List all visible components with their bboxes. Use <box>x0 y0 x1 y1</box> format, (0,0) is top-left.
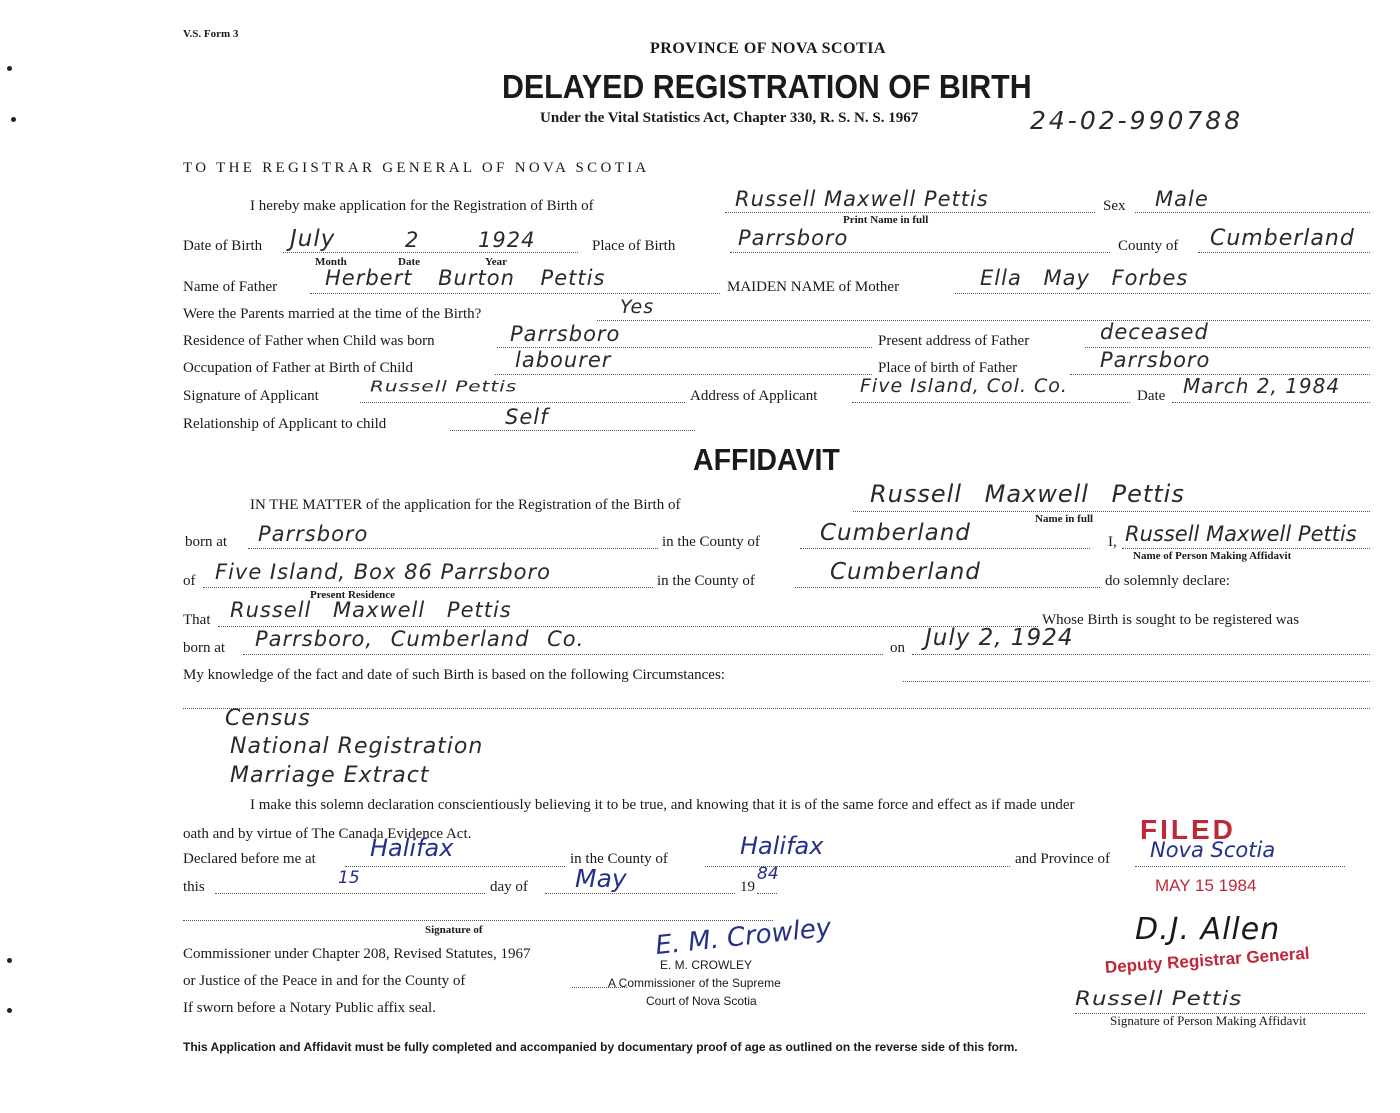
of-label: of <box>183 573 196 589</box>
born-at-label: born at <box>185 534 228 550</box>
residence-label: Residence of Father when Child was born <box>183 333 435 349</box>
form-number: V.S. Form 3 <box>183 28 239 40</box>
declared-province-value: Nova Scotia <box>1150 838 1276 862</box>
dob-label: Date of Birth <box>183 238 263 254</box>
matter-label: IN THE MATTER of the application for the Registration of the Birth of <box>250 497 681 513</box>
declared-county-value: Halifax <box>740 832 824 860</box>
addressee: TO THE REGISTRAR GENERAL OF NOVA SCOTIA <box>183 160 650 176</box>
i-label: I, <box>1108 534 1117 550</box>
registrar-signature: D.J. Allen <box>1135 912 1281 947</box>
affiant-signature: Russell Pettis <box>1075 987 1243 1011</box>
justice-label: or Justice of the Peace in and for the County of <box>183 973 466 989</box>
residence-county-value: Cumberland <box>830 559 981 585</box>
solemn-declaration-line-1: I make this solemn declaration conscientiously believing it to be true, and knowing that it is of the same force and effect as if made under <box>250 797 1075 813</box>
in-county-label: in the County of <box>662 534 760 550</box>
circumstance-item: Census <box>225 706 311 731</box>
print-name-note: Print Name in full <box>843 214 929 226</box>
dob-year-value: 1924 <box>478 228 536 252</box>
footer-note: This Application and Affidavit must be fully completed and accompanied by documentary proof of age as outlined on the reverse side of this form. <box>183 1040 1018 1054</box>
declared-before-label: Declared before me at <box>183 851 316 867</box>
married-label: Were the Parents married at the time of the Birth? <box>183 306 482 322</box>
commissioner-label: Commissioner under Chapter 208, Revised Statutes, 1967 <box>183 946 531 962</box>
that-label: That <box>183 612 211 628</box>
punch-hole-mark <box>7 1008 12 1013</box>
relationship-label: Relationship of Applicant to child <box>183 416 387 432</box>
married-value: Yes <box>620 296 655 318</box>
date-caption: Date <box>398 256 420 268</box>
declare-label: do solemnly declare: <box>1105 573 1230 589</box>
mother-value: Ella May Forbes <box>980 266 1189 290</box>
name-in-full-note: Name in full <box>1035 513 1094 525</box>
applicant-address-label: Address of Applicant <box>690 388 818 404</box>
commissioner-stamp-court: Court of Nova Scotia <box>646 994 757 1008</box>
child-name-value: Russell Maxwell Pettis <box>735 187 989 211</box>
on-label: on <box>890 640 905 656</box>
deputy-registrar-stamp: Deputy Registrar General <box>1104 943 1311 977</box>
dob-month-value: July <box>290 226 336 252</box>
residence-note: Present Residence <box>310 589 396 601</box>
affiant-name-note: Name of Person Making Affidavit <box>1133 550 1292 562</box>
circumstance-item: National Registration <box>230 734 484 759</box>
day-value: 15 <box>338 868 360 888</box>
solemn-declaration-line-2: oath and by virtue of The Canada Evidence Act. <box>183 826 472 842</box>
father-birthplace-label: Place of birth of Father <box>878 360 1018 376</box>
residence-value: Parrsboro <box>510 322 621 346</box>
province-label: and Province of <box>1015 851 1110 867</box>
whose-birth-label: Whose Birth is sought to be registered was <box>1042 612 1300 628</box>
affiant-name-value: Russell Maxwell Pettis <box>1125 522 1357 546</box>
commissioner-stamp-name: E. M. CROWLEY <box>660 958 753 972</box>
affiant-signature-label: Signature of Person Making Affidavit <box>1110 1013 1307 1028</box>
sex-value: Male <box>1155 187 1209 211</box>
sex-label: Sex <box>1103 198 1126 214</box>
affidavit-heading: AFFIDAVIT <box>693 442 840 477</box>
knowledge-label: My knowledge of the fact and date of such Birth is based on the following Circumstances: <box>183 667 725 683</box>
place-of-birth-value: Parrsboro <box>738 226 849 250</box>
this-label: this <box>183 879 205 895</box>
mother-label: MAIDEN NAME of Mother <box>727 279 900 295</box>
occupation-label: Occupation of Father at Birth of Child <box>183 360 413 376</box>
declared-at-value: Halifax <box>370 834 454 862</box>
filed-stamp: FILED <box>1140 814 1236 845</box>
application-date-value: March 2, 1984 <box>1183 374 1341 398</box>
affiant-residence-value: Five Island, Box 86 Parrsboro <box>215 560 551 584</box>
year-prefix: 19 <box>740 879 755 895</box>
father-birthplace-value: Parrsboro <box>1100 348 1211 372</box>
year-caption: Year <box>485 256 507 268</box>
present-address-label: Present address of Father <box>878 333 1030 349</box>
signature-of-label: Signature of <box>425 924 483 936</box>
dob-date-value: 2 <box>405 228 420 252</box>
commissioner-stamp-title: A Commissioner of the Supreme <box>608 976 781 990</box>
notary-label: If sworn before a Notary Public affix seal. <box>183 1000 436 1016</box>
application-intro-label: I hereby make application for the Registration of Birth of <box>250 198 594 214</box>
year-suffix-value: 84 <box>757 864 779 884</box>
born-at-value: Parrsboro <box>258 522 369 546</box>
in-county-label-2: in the County of <box>657 573 755 589</box>
present-address-value: deceased <box>1100 320 1209 344</box>
province-title: PROVINCE OF NOVA SCOTIA <box>650 40 886 57</box>
applicant-address-value: Five Island, Col. Co. <box>860 375 1068 397</box>
day-of-label: day of <box>490 879 528 895</box>
filed-stamp-date: MAY 15 1984 <box>1155 876 1257 895</box>
punch-hole-mark <box>11 117 16 122</box>
occupation-value: labourer <box>515 348 612 372</box>
form-subtitle: Under the Vital Statistics Act, Chapter 330, R. S. N. S. 1967 <box>540 110 919 126</box>
applicant-signature: Russell Pettis <box>370 377 518 395</box>
affidavit-county-value: Cumberland <box>820 520 971 546</box>
form-title: DELAYED REGISTRATION OF BIRTH <box>502 68 1032 105</box>
father-label: Name of Father <box>183 279 278 295</box>
place-of-birth-label: Place of Birth <box>592 238 676 254</box>
born-at-label-2: born at <box>183 640 226 656</box>
county-label: County of <box>1118 238 1179 254</box>
date-label: Date <box>1137 388 1166 404</box>
affidavit-child-name: Russell Maxwell Pettis <box>870 480 1185 508</box>
circumstance-item: Marriage Extract <box>230 763 430 788</box>
in-county-label-3: in the County of <box>570 851 668 867</box>
punch-hole-mark <box>7 958 12 963</box>
commissioner-signature: E. M. Crowley <box>653 912 833 962</box>
county-value: Cumberland <box>1210 226 1355 251</box>
born-at-full-value: Parrsboro, Cumberland Co. <box>255 627 585 651</box>
father-value: Herbert Burton Pettis <box>325 266 606 290</box>
that-name-value: Russell Maxwell Pettis <box>230 598 512 622</box>
month-value: May <box>575 864 627 893</box>
registration-number: 24-02-990788 <box>1030 106 1244 135</box>
punch-hole-mark <box>7 66 12 71</box>
applicant-signature-label: Signature of Applicant <box>183 388 319 404</box>
born-on-value: July 2, 1924 <box>925 625 1074 651</box>
month-caption: Month <box>315 256 347 268</box>
relationship-value: Self <box>505 405 549 429</box>
